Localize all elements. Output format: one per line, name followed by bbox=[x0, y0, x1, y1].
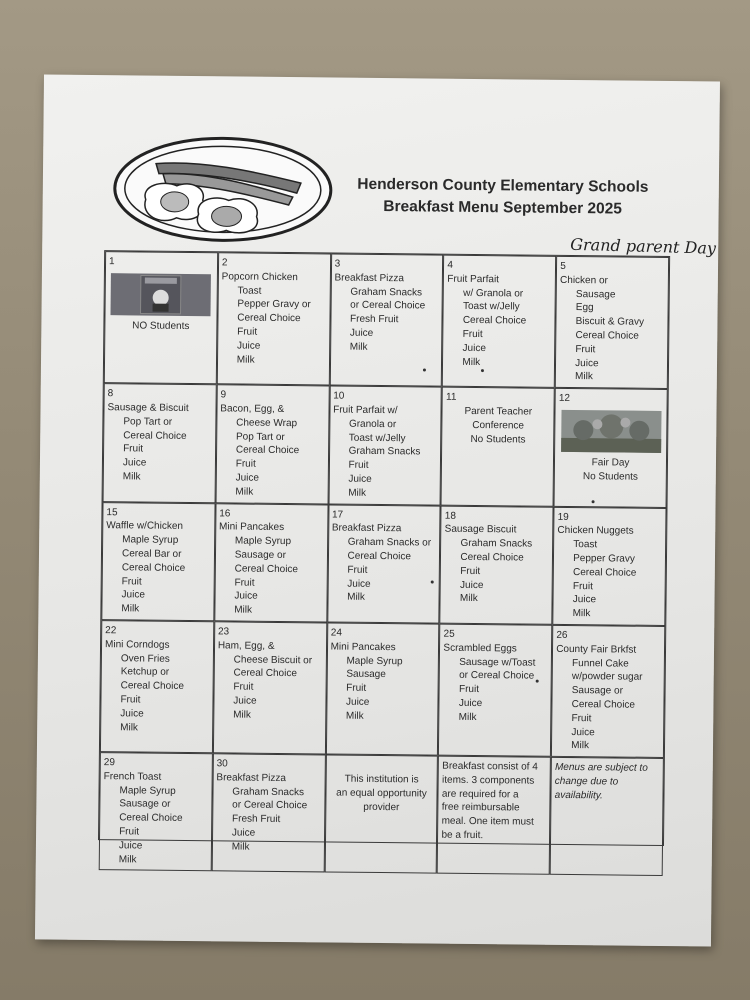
menu-item: Juice bbox=[347, 578, 371, 590]
menu-item: Biscuit & Gravy bbox=[575, 316, 645, 328]
menu-item: Milk bbox=[462, 356, 481, 368]
calendar-day-11 bbox=[441, 387, 555, 507]
menu-item: Milk bbox=[458, 711, 477, 723]
menu-item: This institution is bbox=[344, 773, 419, 786]
menu-item: Sausage or bbox=[571, 685, 623, 697]
school-name: Henderson County Elementary Schools bbox=[357, 175, 649, 196]
ink-speck bbox=[431, 581, 434, 584]
menu-item: Pop Tart or bbox=[123, 416, 173, 428]
menu-item: provider bbox=[363, 801, 400, 813]
menu-item: Milk bbox=[120, 721, 139, 733]
day-number: 9 bbox=[220, 389, 227, 401]
day-number: 11 bbox=[445, 391, 457, 403]
menu-paper bbox=[35, 74, 720, 946]
calendar-day-19 bbox=[552, 506, 666, 626]
day-number: 10 bbox=[333, 390, 345, 402]
menu-item: are required for a bbox=[441, 788, 519, 801]
calendar-note-cell bbox=[324, 755, 438, 875]
day-number: 2 bbox=[221, 257, 228, 269]
menu-item: Egg bbox=[575, 302, 594, 314]
menu-item: w/ Granola or bbox=[463, 287, 524, 300]
calendar-day-8 bbox=[103, 383, 217, 503]
menu-item: Sausage Biscuit bbox=[444, 524, 517, 536]
menu-item: Fruit bbox=[123, 443, 144, 455]
menu-item: Mini Pancakes bbox=[330, 641, 396, 653]
menu-item: Cereal Choice bbox=[347, 550, 412, 563]
ink-speck bbox=[592, 500, 595, 503]
menu-item: Juice bbox=[118, 840, 143, 852]
menu-item: or Cereal Choice bbox=[350, 300, 426, 312]
menu-item: No Students bbox=[470, 433, 526, 446]
tarot-card-picture bbox=[111, 273, 211, 316]
menu-item: Chicken or bbox=[560, 274, 608, 287]
day-number: 19 bbox=[557, 511, 569, 523]
menu-item: Fruit bbox=[346, 682, 367, 694]
menu-item: free reimbursable bbox=[441, 802, 520, 814]
menu-title bbox=[343, 174, 663, 221]
menu-item: Cereal Choice bbox=[462, 315, 527, 327]
menu-item: Granola or bbox=[348, 418, 397, 430]
ink-speck bbox=[423, 368, 426, 371]
menu-item: Milk bbox=[235, 486, 254, 498]
menu-item: No Students bbox=[582, 470, 639, 483]
day-number: 3 bbox=[334, 258, 341, 270]
menu-item: Milk bbox=[571, 740, 590, 752]
menu-item: Sausage or bbox=[234, 549, 287, 561]
menu-item: Fruit bbox=[121, 575, 142, 588]
menu-item: Fruit bbox=[233, 681, 254, 693]
menu-item: Breakfast Pizza bbox=[334, 272, 405, 285]
calendar-day-26 bbox=[551, 625, 665, 758]
ink-speck bbox=[481, 369, 484, 372]
day-number: 15 bbox=[106, 506, 118, 518]
menu-item: Juice bbox=[121, 589, 145, 601]
menu-item: Maple Syrup bbox=[234, 535, 292, 548]
menu-item: Fruit bbox=[120, 694, 141, 706]
menu-item: Fruit bbox=[347, 564, 368, 576]
menu-item: Juice bbox=[231, 827, 256, 839]
menu-item: w/powder sugar bbox=[571, 671, 643, 684]
menu-item: Pepper Gravy or bbox=[237, 298, 311, 311]
menu-item: Fruit bbox=[458, 683, 480, 696]
calendar-day-17 bbox=[327, 504, 441, 624]
menu-month: Breakfast Menu September 2025 bbox=[383, 198, 623, 218]
calendar-day-5 bbox=[555, 256, 669, 389]
menu-item: Fruit bbox=[462, 328, 483, 341]
menu-item: Ketchup or bbox=[120, 666, 170, 679]
menu-item: Milk bbox=[345, 710, 364, 722]
menu-item: Milk bbox=[347, 591, 365, 604]
menu-item: Sausage w/Toast bbox=[459, 656, 536, 669]
breakfast-plate-logo bbox=[110, 133, 335, 245]
day-number: 17 bbox=[331, 509, 344, 521]
menu-item: Toast w/Jelly bbox=[348, 432, 406, 444]
menu-item: Sausage bbox=[575, 288, 616, 301]
menu-item: Oven Fries bbox=[120, 652, 170, 665]
menu-item: Sausage bbox=[346, 668, 386, 681]
menu-item: Graham Snacks bbox=[348, 446, 421, 458]
menu-item: or Cereal Choice bbox=[459, 670, 535, 682]
menu-item: Cereal Choice bbox=[119, 812, 183, 825]
menu-item: Fruit bbox=[572, 580, 593, 592]
menu-item: meal. One item must bbox=[441, 815, 534, 828]
day-number: 23 bbox=[217, 626, 230, 638]
menu-item: Cereal Choice bbox=[235, 444, 300, 457]
menu-item: Maple Syrup bbox=[122, 534, 179, 547]
menu-item: Pepper Gravy bbox=[573, 552, 635, 565]
calendar-note-cell bbox=[550, 757, 664, 877]
menu-item: Mini Corndogs bbox=[104, 638, 170, 651]
day-number: 24 bbox=[330, 627, 342, 639]
menu-item: Toast bbox=[237, 285, 262, 297]
calendar-note-cell bbox=[437, 756, 551, 876]
day-number: 22 bbox=[105, 625, 117, 637]
calendar-day-12 bbox=[554, 388, 668, 508]
menu-item: Fruit bbox=[234, 577, 255, 589]
day-number: 29 bbox=[103, 757, 115, 769]
calendar-day-22 bbox=[100, 620, 214, 753]
handwritten-note: Grand parent Day bbox=[570, 234, 717, 258]
day-number: 26 bbox=[556, 629, 568, 641]
menu-item: Fruit bbox=[235, 458, 256, 470]
calendar-day-24 bbox=[326, 622, 440, 755]
menu-item: Cheese Biscuit or bbox=[233, 653, 313, 666]
menu-item: Cheese Wrap bbox=[236, 417, 298, 429]
menu-item: Milk bbox=[233, 709, 251, 721]
menu-item: County Fair Brkfst bbox=[556, 643, 637, 656]
menu-item: Fruit bbox=[348, 459, 369, 472]
menu-item: Cereal Choice bbox=[237, 312, 301, 325]
menu-item: Graham Snacks bbox=[460, 537, 533, 550]
menu-item: Cereal Choice bbox=[575, 330, 639, 342]
menu-item: Graham Snacks bbox=[232, 786, 305, 798]
calendar-day-29 bbox=[99, 752, 213, 872]
menu-item: Menus are subject to bbox=[554, 761, 648, 774]
menu-item: Milk bbox=[118, 853, 137, 866]
menu-item: Milk bbox=[236, 354, 255, 366]
menu-item: Scrambled Eggs bbox=[443, 642, 517, 655]
calendar-day-25 bbox=[438, 624, 552, 757]
menu-item: Breakfast Pizza bbox=[331, 522, 402, 535]
menu-item: Funnel Cake bbox=[572, 657, 629, 670]
menu-item: Fruit Parfait bbox=[447, 273, 500, 286]
calendar-day-16 bbox=[214, 503, 328, 623]
menu-item: Juice bbox=[120, 707, 144, 720]
menu-item: Conference bbox=[472, 419, 525, 432]
menu-item: Cereal Bar or bbox=[121, 548, 182, 560]
menu-item: Mini Pancakes bbox=[219, 521, 285, 534]
calendar-day-9 bbox=[215, 384, 329, 504]
menu-item: Milk bbox=[459, 593, 478, 605]
menu-item: Popcorn Chicken bbox=[221, 271, 298, 283]
calendar-day-15 bbox=[101, 502, 215, 622]
menu-item: Parent Teacher bbox=[464, 405, 533, 418]
menu-item: Fruit bbox=[237, 326, 258, 338]
menu-item: Graham Snacks bbox=[350, 286, 423, 299]
calendar-day-18 bbox=[440, 505, 554, 625]
menu-item: Milk bbox=[349, 341, 368, 353]
menu-item: Milk bbox=[572, 608, 591, 620]
menu-item: Juice bbox=[348, 473, 372, 485]
menu-item: be a fruit. bbox=[441, 829, 484, 842]
menu-item: Maple Syrup bbox=[346, 655, 403, 667]
menu-item: Juice bbox=[571, 726, 595, 738]
day-number: 16 bbox=[219, 507, 231, 519]
menu-item: Juice bbox=[345, 696, 370, 708]
menu-item: Fruit bbox=[119, 826, 140, 838]
menu-item: Cereal Choice bbox=[233, 667, 297, 680]
menu-item: Toast bbox=[573, 539, 598, 551]
menu-item: Fruit bbox=[460, 565, 481, 577]
calendar-grid bbox=[98, 250, 670, 866]
menu-item: Juice bbox=[236, 340, 261, 352]
menu-item: Chicken Nuggets bbox=[557, 525, 634, 538]
menu-item: Cereal Choice bbox=[121, 562, 186, 574]
calendar-day-4 bbox=[442, 255, 556, 388]
menu-item: Cereal Choice bbox=[460, 551, 524, 564]
menu-item: Juice bbox=[575, 357, 599, 369]
menu-item: Juice bbox=[233, 695, 257, 707]
menu-item: availability. bbox=[554, 789, 603, 802]
menu-item: Cereal Choice bbox=[571, 698, 636, 711]
menu-item: Milk bbox=[122, 471, 141, 483]
menu-item: Juice bbox=[572, 594, 597, 606]
menu-item: an equal opportunity bbox=[336, 787, 427, 800]
menu-item: Milk bbox=[348, 487, 367, 499]
menu-item: Fair Day bbox=[591, 457, 630, 469]
menu-item: or Cereal Choice bbox=[232, 799, 308, 812]
menu-item: Waffle w/Chicken bbox=[106, 520, 184, 533]
calendar-day-2 bbox=[217, 252, 331, 385]
menu-item: Juice bbox=[234, 590, 258, 603]
menu-item: Sausage & Biscuit bbox=[107, 402, 189, 414]
menu-item: NO Students bbox=[132, 320, 190, 332]
menu-item: Ham, Egg, & bbox=[217, 640, 275, 652]
menu-item: Fruit bbox=[575, 343, 596, 356]
menu-item: Juice bbox=[458, 697, 483, 709]
menu-item: Sausage or bbox=[119, 798, 171, 811]
day-number: 25 bbox=[443, 628, 455, 640]
menu-item: French Toast bbox=[103, 771, 162, 783]
menu-item: change due to bbox=[554, 775, 619, 788]
calendar-day-10 bbox=[328, 386, 442, 506]
menu-item: items. 3 components bbox=[441, 774, 535, 787]
day-number: 18 bbox=[444, 510, 456, 522]
menu-item: Bacon, Egg, & bbox=[220, 403, 285, 415]
menu-item: Fruit Parfait w/ bbox=[333, 404, 398, 417]
menu-item: Juice bbox=[122, 457, 147, 469]
menu-item: Cereal Choice bbox=[572, 566, 637, 579]
menu-item: Milk bbox=[231, 841, 250, 853]
menu-item: Juice bbox=[235, 472, 260, 484]
menu-item: Breakfast consist of 4 bbox=[442, 760, 538, 773]
menu-item: Graham Snacks or bbox=[347, 536, 432, 549]
day-number: 8 bbox=[107, 388, 114, 400]
menu-item: Fruit bbox=[571, 712, 592, 724]
day-number: 4 bbox=[447, 259, 454, 271]
menu-item: Fresh Fruit bbox=[350, 313, 399, 326]
menu-item: Milk bbox=[234, 604, 253, 616]
menu-item: Cereal Choice bbox=[123, 429, 187, 442]
menu-item: Juice bbox=[462, 342, 486, 354]
calendar-day-30 bbox=[211, 753, 325, 873]
menu-item: Breakfast Pizza bbox=[216, 772, 286, 784]
calendar-day-1 bbox=[104, 251, 218, 384]
menu-item: Milk bbox=[575, 371, 593, 383]
day-number: 1 bbox=[109, 256, 115, 268]
menu-item: Juice bbox=[349, 327, 374, 339]
fair-photo bbox=[561, 410, 661, 453]
menu-item: Milk bbox=[121, 603, 140, 615]
menu-item: Cereal Choice bbox=[120, 680, 185, 693]
menu-item: Pop Tart or bbox=[235, 431, 285, 443]
menu-item: Maple Syrup bbox=[119, 784, 176, 797]
menu-item: Fresh Fruit bbox=[231, 813, 281, 826]
ink-speck bbox=[536, 680, 539, 683]
menu-item: Cereal Choice bbox=[234, 563, 299, 575]
day-number: 30 bbox=[216, 758, 228, 770]
menu-item: Juice bbox=[460, 579, 484, 591]
calendar-day-23 bbox=[213, 621, 327, 754]
day-number: 5 bbox=[560, 260, 566, 272]
day-number: 12 bbox=[558, 393, 571, 405]
calendar-day-3 bbox=[329, 253, 443, 386]
menu-item: Toast w/Jelly bbox=[462, 301, 520, 313]
